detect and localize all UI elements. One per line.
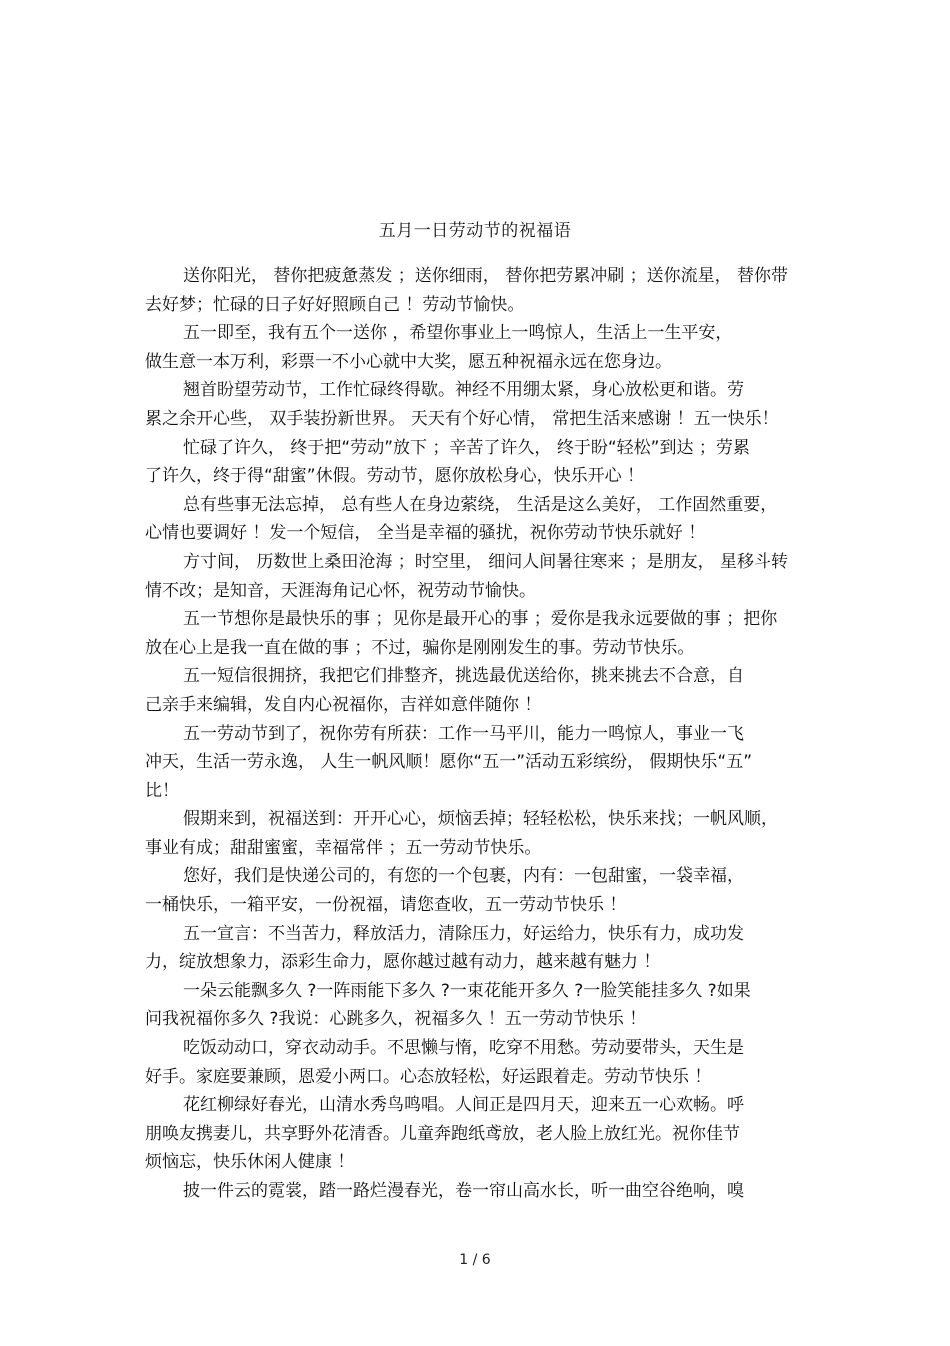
paragraph-line: 累之余开心些， 双手装扮新世界。 天天有个好心情， 常把生活来感谢 ！五一快乐！ <box>145 408 779 429</box>
paragraph-line: 情不改；是知音，天涯海角记心怀，祝劳动节愉快。 <box>145 580 536 601</box>
paragraph-line: 吃饭动动口，穿衣动动手。不思懒与惰，吃穿不用愁。劳动要带头，天生是 <box>183 1038 744 1059</box>
paragraph-line: 做生意一本万利，彩票一不小心就中大奖，愿五种祝福永远在您身边。 <box>145 351 672 372</box>
paragraph-line: 翘首盼望劳动节，工作忙碌终得歇。神经不用绷太紧，身心放松更和谐。劳 <box>183 380 744 401</box>
paragraph-line: 送你阳光， 替你把疲惫蒸发 ；送你细雨， 替你把劳累冲刷 ；送你流星， 替你带 <box>183 266 789 286</box>
paragraph-line: 去好梦；忙碌的日子好好照顾自己 ！劳动节愉快。 <box>145 294 525 315</box>
paragraph-line: 五一宣言：不当苦力，释放活力，清除压力，好运给力，快乐有力，成功发 <box>183 923 744 944</box>
paragraph-line: 己亲手来编辑，发自内心祝福你，吉祥如意伴随你 ！ <box>145 694 542 715</box>
paragraph-line: 方寸间， 历数世上桑田沧海 ；时空里， 细问人间暑往寒来 ；是朋友， 星移斗转 <box>183 551 789 572</box>
paragraph-line: 五一短信很拥挤，我把它们排整齐，挑选最优送给你，挑来挑去不合意，自 <box>183 666 744 687</box>
paragraph-line: 力，绽放想象力，添彩生命力，愿你越过越有动力，越来越有魅力 ！ <box>145 952 661 973</box>
paragraph-line: 一朵云能飘多久 ?一阵雨能下多久 ?一束花能开多久 ?一脸笑能挂多久 ?如果 <box>183 980 751 1001</box>
paragraph-line: 您好，我们是快递公司的，有您的一个包裹，内有：一包甜蜜，一袋幸福， <box>183 866 744 887</box>
paragraph-line: 比！ <box>145 780 179 801</box>
paragraph-line: 事业有成；甜甜蜜蜜，幸福常伴 ；五一劳动节快乐。 <box>145 837 542 858</box>
paragraph-line: 心情也要调好 ！发一个短信， 全当是幸福的骚扰，祝你劳动节快乐就好 ！ <box>145 523 706 544</box>
paragraph-line: 五一即至，我有五个一送你 ，希望你事业上一鸣惊人，生活上一生平安， <box>183 323 733 344</box>
paragraph-line: 五一劳动节到了，祝你劳有所获：工作一马平川，能力一鸣惊人，事业一飞 <box>183 723 744 744</box>
paragraph-line: 问我祝福你多久 ?我说：心跳多久，祝福多久 ！五一劳动节快乐 ！ <box>145 1009 647 1030</box>
document-body <box>145 262 810 1206</box>
page-number: 1 / 6 <box>459 1252 491 1268</box>
document-title: 五月一日劳动节的祝福语 <box>378 221 572 241</box>
paragraph-line: 五一节想你是最快乐的事 ；见你是最开心的事 ；爱你是我永远要做的事 ；把你 <box>183 609 778 630</box>
paragraph-line: 忙碌了许久， 终于把“劳动”放下 ；辛苦了许久， 终于盼“轻松”到达 ；劳累 <box>183 437 750 458</box>
paragraph-line: 放在心上是我一直在做的事 ；不过，骗你是刚刚发生的事。劳动节快乐。 <box>145 637 695 658</box>
paragraph-line: 朋唤友携妻儿，共享野外花清香。儿童奔跑纸鸢放，老人脸上放红光。祝你佳节 <box>145 1123 740 1144</box>
paragraph-line: 烦恼忘，快乐休闲人健康 ！ <box>145 1152 355 1173</box>
paragraph-line: 了许久，终于得“甜蜜”休假。劳动节，愿你放松身心，快乐开心 ！ <box>145 466 645 487</box>
paragraph-line: 一桶快乐，一箱平安，一份祝福，请您查收，五一劳动节快乐 ！ <box>145 895 627 916</box>
paragraph-line: 好手。家庭要兼顾，恩爱小两口。心态放轻松，好运跟着走。劳动节快乐 ！ <box>145 1066 712 1087</box>
paragraph-line: 冲天，生活一劳永逸， 人生一帆风顺！愿你“五一”活动五彩缤纷， 假期快乐“五” <box>145 752 753 773</box>
paragraph-line: 假期来到，祝福送到：开开心心，烦恼丢掉；轻轻松松，快乐来找；一帆风顺， <box>183 809 778 830</box>
paragraph-line: 总有些事无法忘掉， 总有些人在身边萦绕， 生活是这么美好， 工作固然重要， <box>183 494 778 515</box>
paragraph-line: 花红柳绿好春光，山清水秀鸟鸣唱。人间正是四月天，迎来五一心欢畅。呼 <box>183 1095 744 1116</box>
paragraph-line: 披一件云的霓裳，踏一路烂漫春光，卷一帘山高水长，听一曲空谷绝响，嗅 <box>183 1181 744 1201</box>
